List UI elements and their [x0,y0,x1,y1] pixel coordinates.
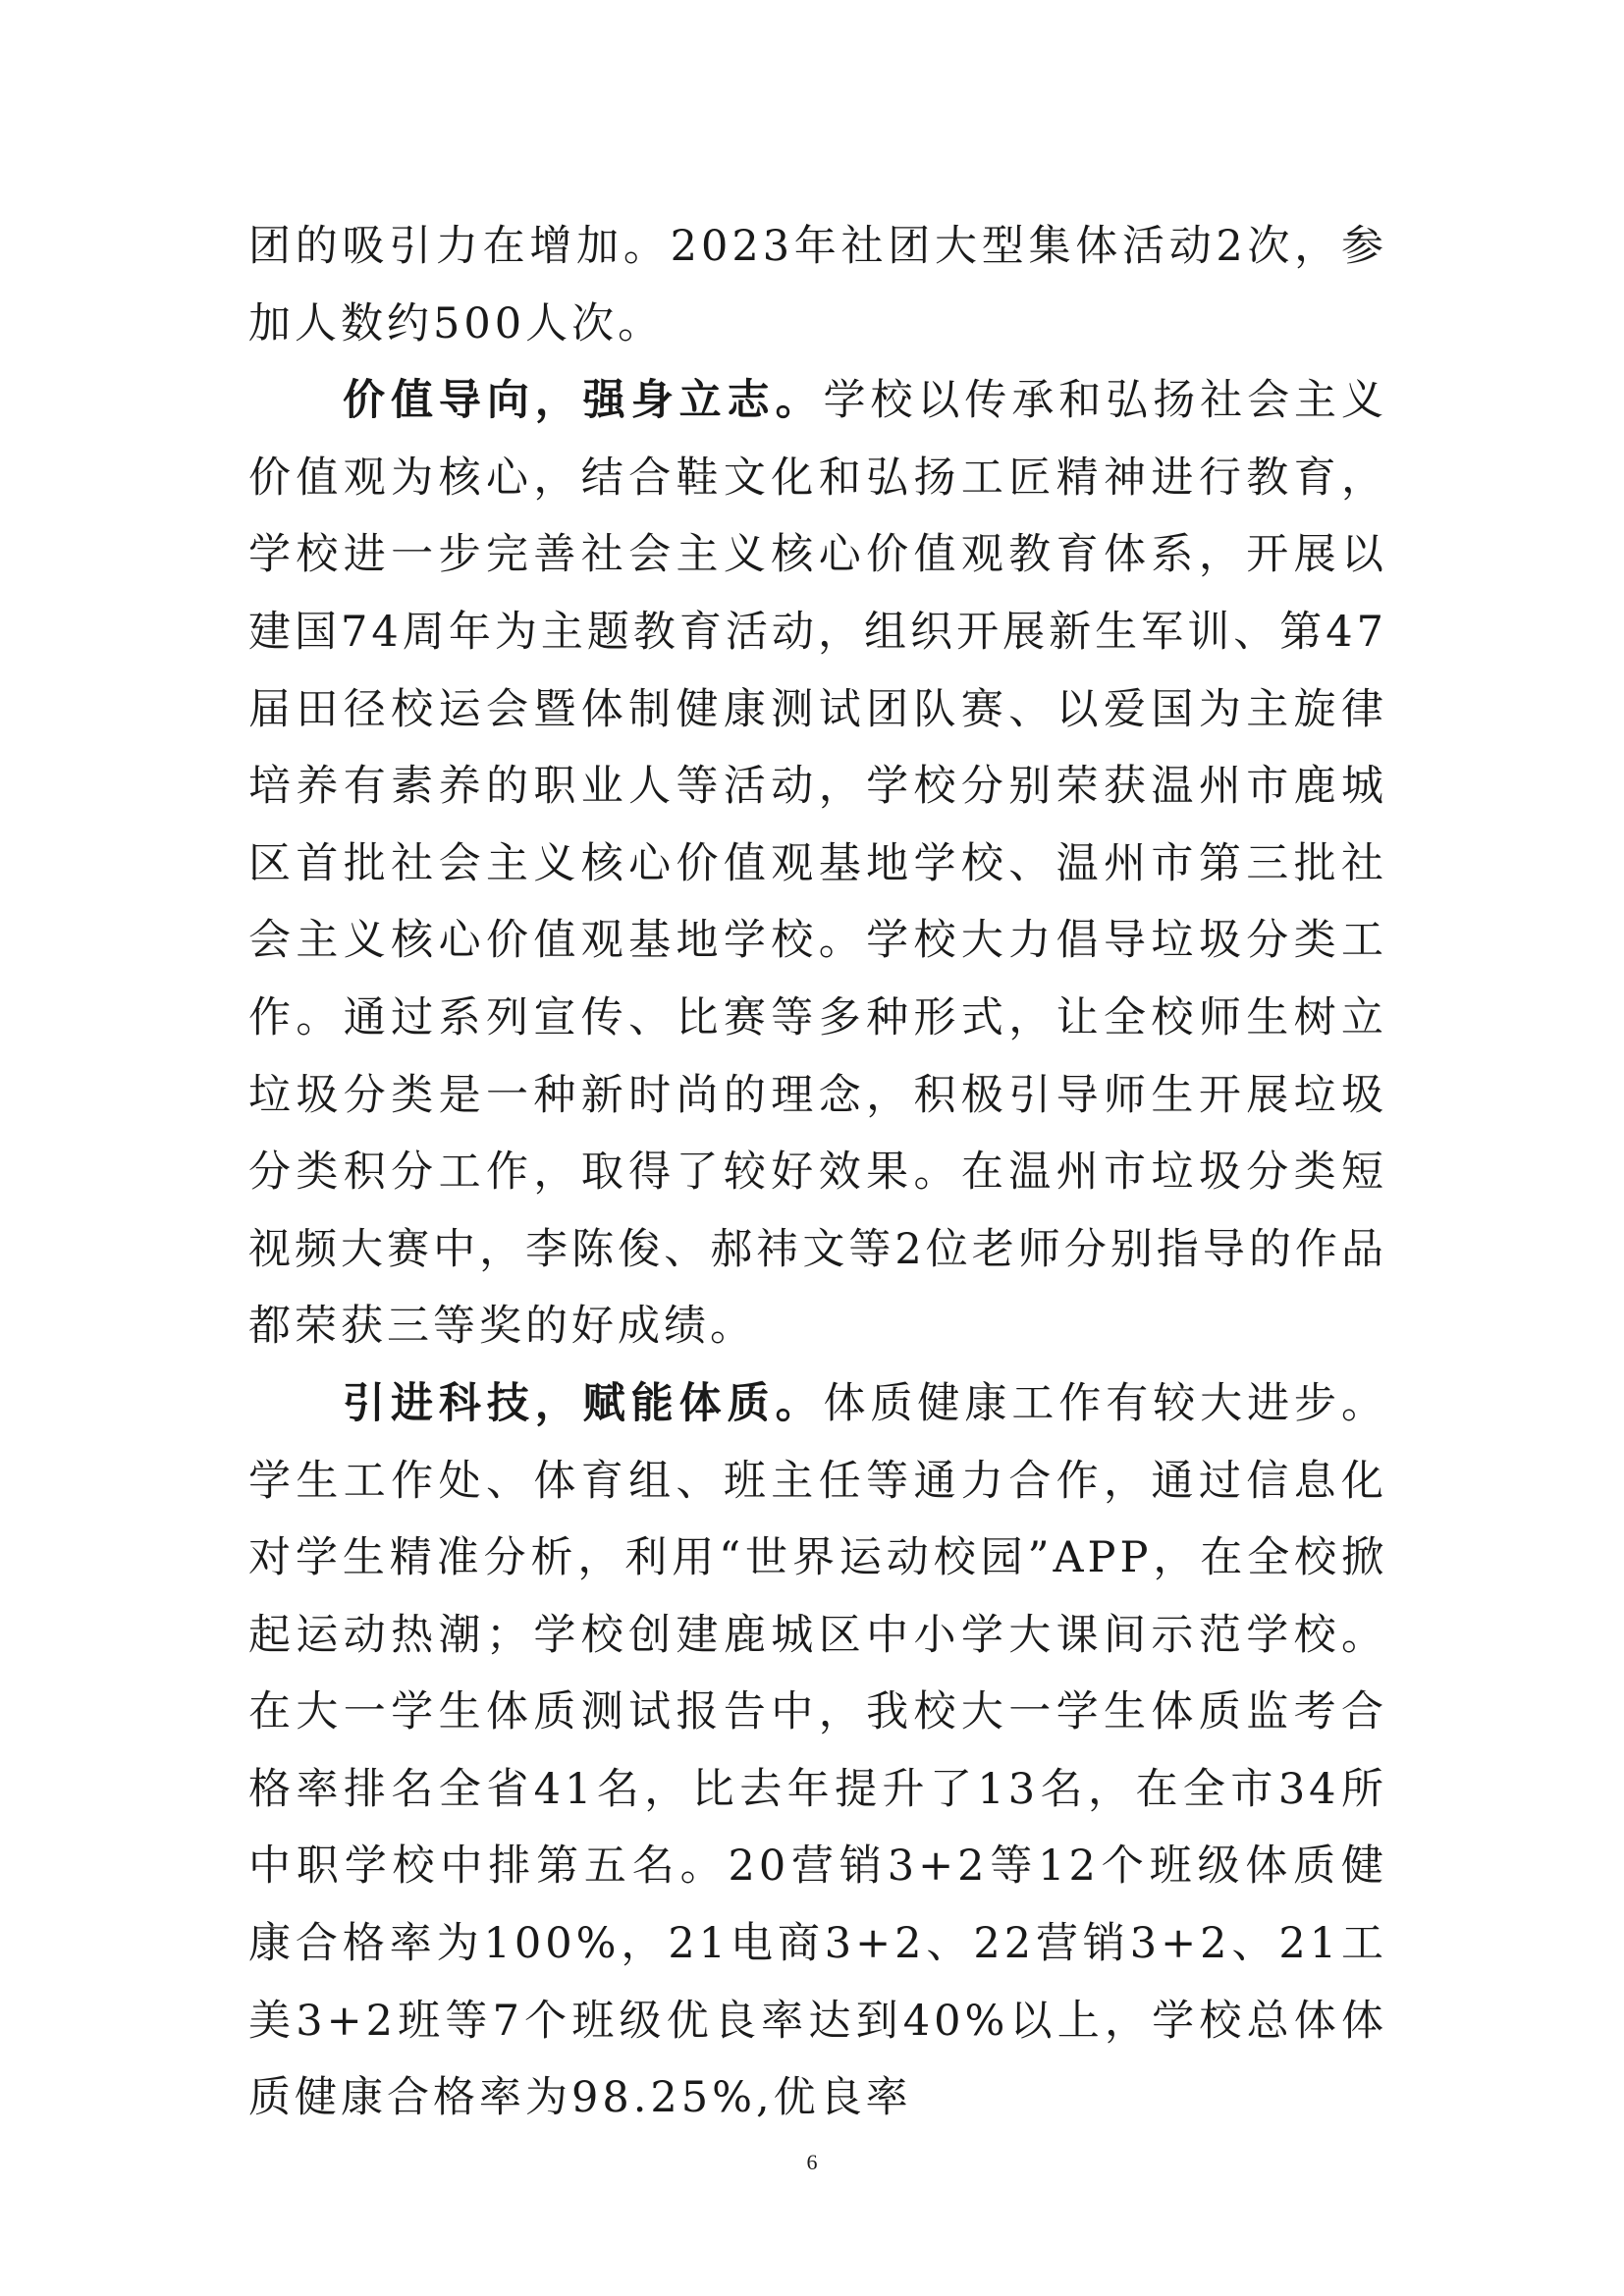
paragraph-club-activities [248,208,1387,362]
page-number: 6 [806,2150,818,2174]
paragraph-text: 体质健康工作有较大进步。学生工作处、体育组、班主任等通力合作，通过信息化对学生精准分析，利用“世界运动校园”APP，在全校掀起运动热潮；学校创建鹿城区中小学大课间示范学校。在大一学生体质测试报告中，我校大一学生体质监考合格率排名全省41名，比去年提升了13名，在全市34所中职学校中排第五名。20营销3+2等12个班级体质健康合格率为100%，21电商3+2、22营销3+2、21工美3+2班等7个班级优良率达到40%以上，学校总体体质健康合格率为98.25%,优良率 [248,1378,1388,2123]
paragraph-heading: 价值导向，强身立志。 [343,376,824,426]
body-text [248,208,1387,2137]
paragraph-text: 团的吸引力在增加。2023年社团大型集体活动2次，参加人数约500人次。 [248,222,1387,348]
paragraph-text: 学校以传承和弘扬社会主义价值观为核心，结合鞋文化和弘扬工匠精神进行教育，学校进一步完善社会主义核心价值观教育体系，开展以建国74周年为主题教育活动，组织开展新生军训、第47届田径校运会暨体制健康测试团队赛、以爱国为主旋律培养有素养的职业人等活动，学校分别荣获温州市鹿城区首批社会主义核心价值观基地学校、温州市第三批社会主义核心价值观基地学校。学校大力倡导垃圾分类工作。通过系列宣传、比赛等多种形式，让全校师生树立垃圾分类是一种新时尚的理念，积极引导师生开展垃圾分类积分工作，取得了较好效果。在温州市垃圾分类短视频大赛中，李陈俊、郝祎文等2位老师分别指导的作品都荣获三等奖的好成绩。 [248,376,1388,1352]
paragraph-heading: 引进科技，赋能体质。 [343,1378,824,1428]
paragraph-physical-fitness [248,1365,1387,2137]
paragraph-values-education [248,362,1387,1365]
